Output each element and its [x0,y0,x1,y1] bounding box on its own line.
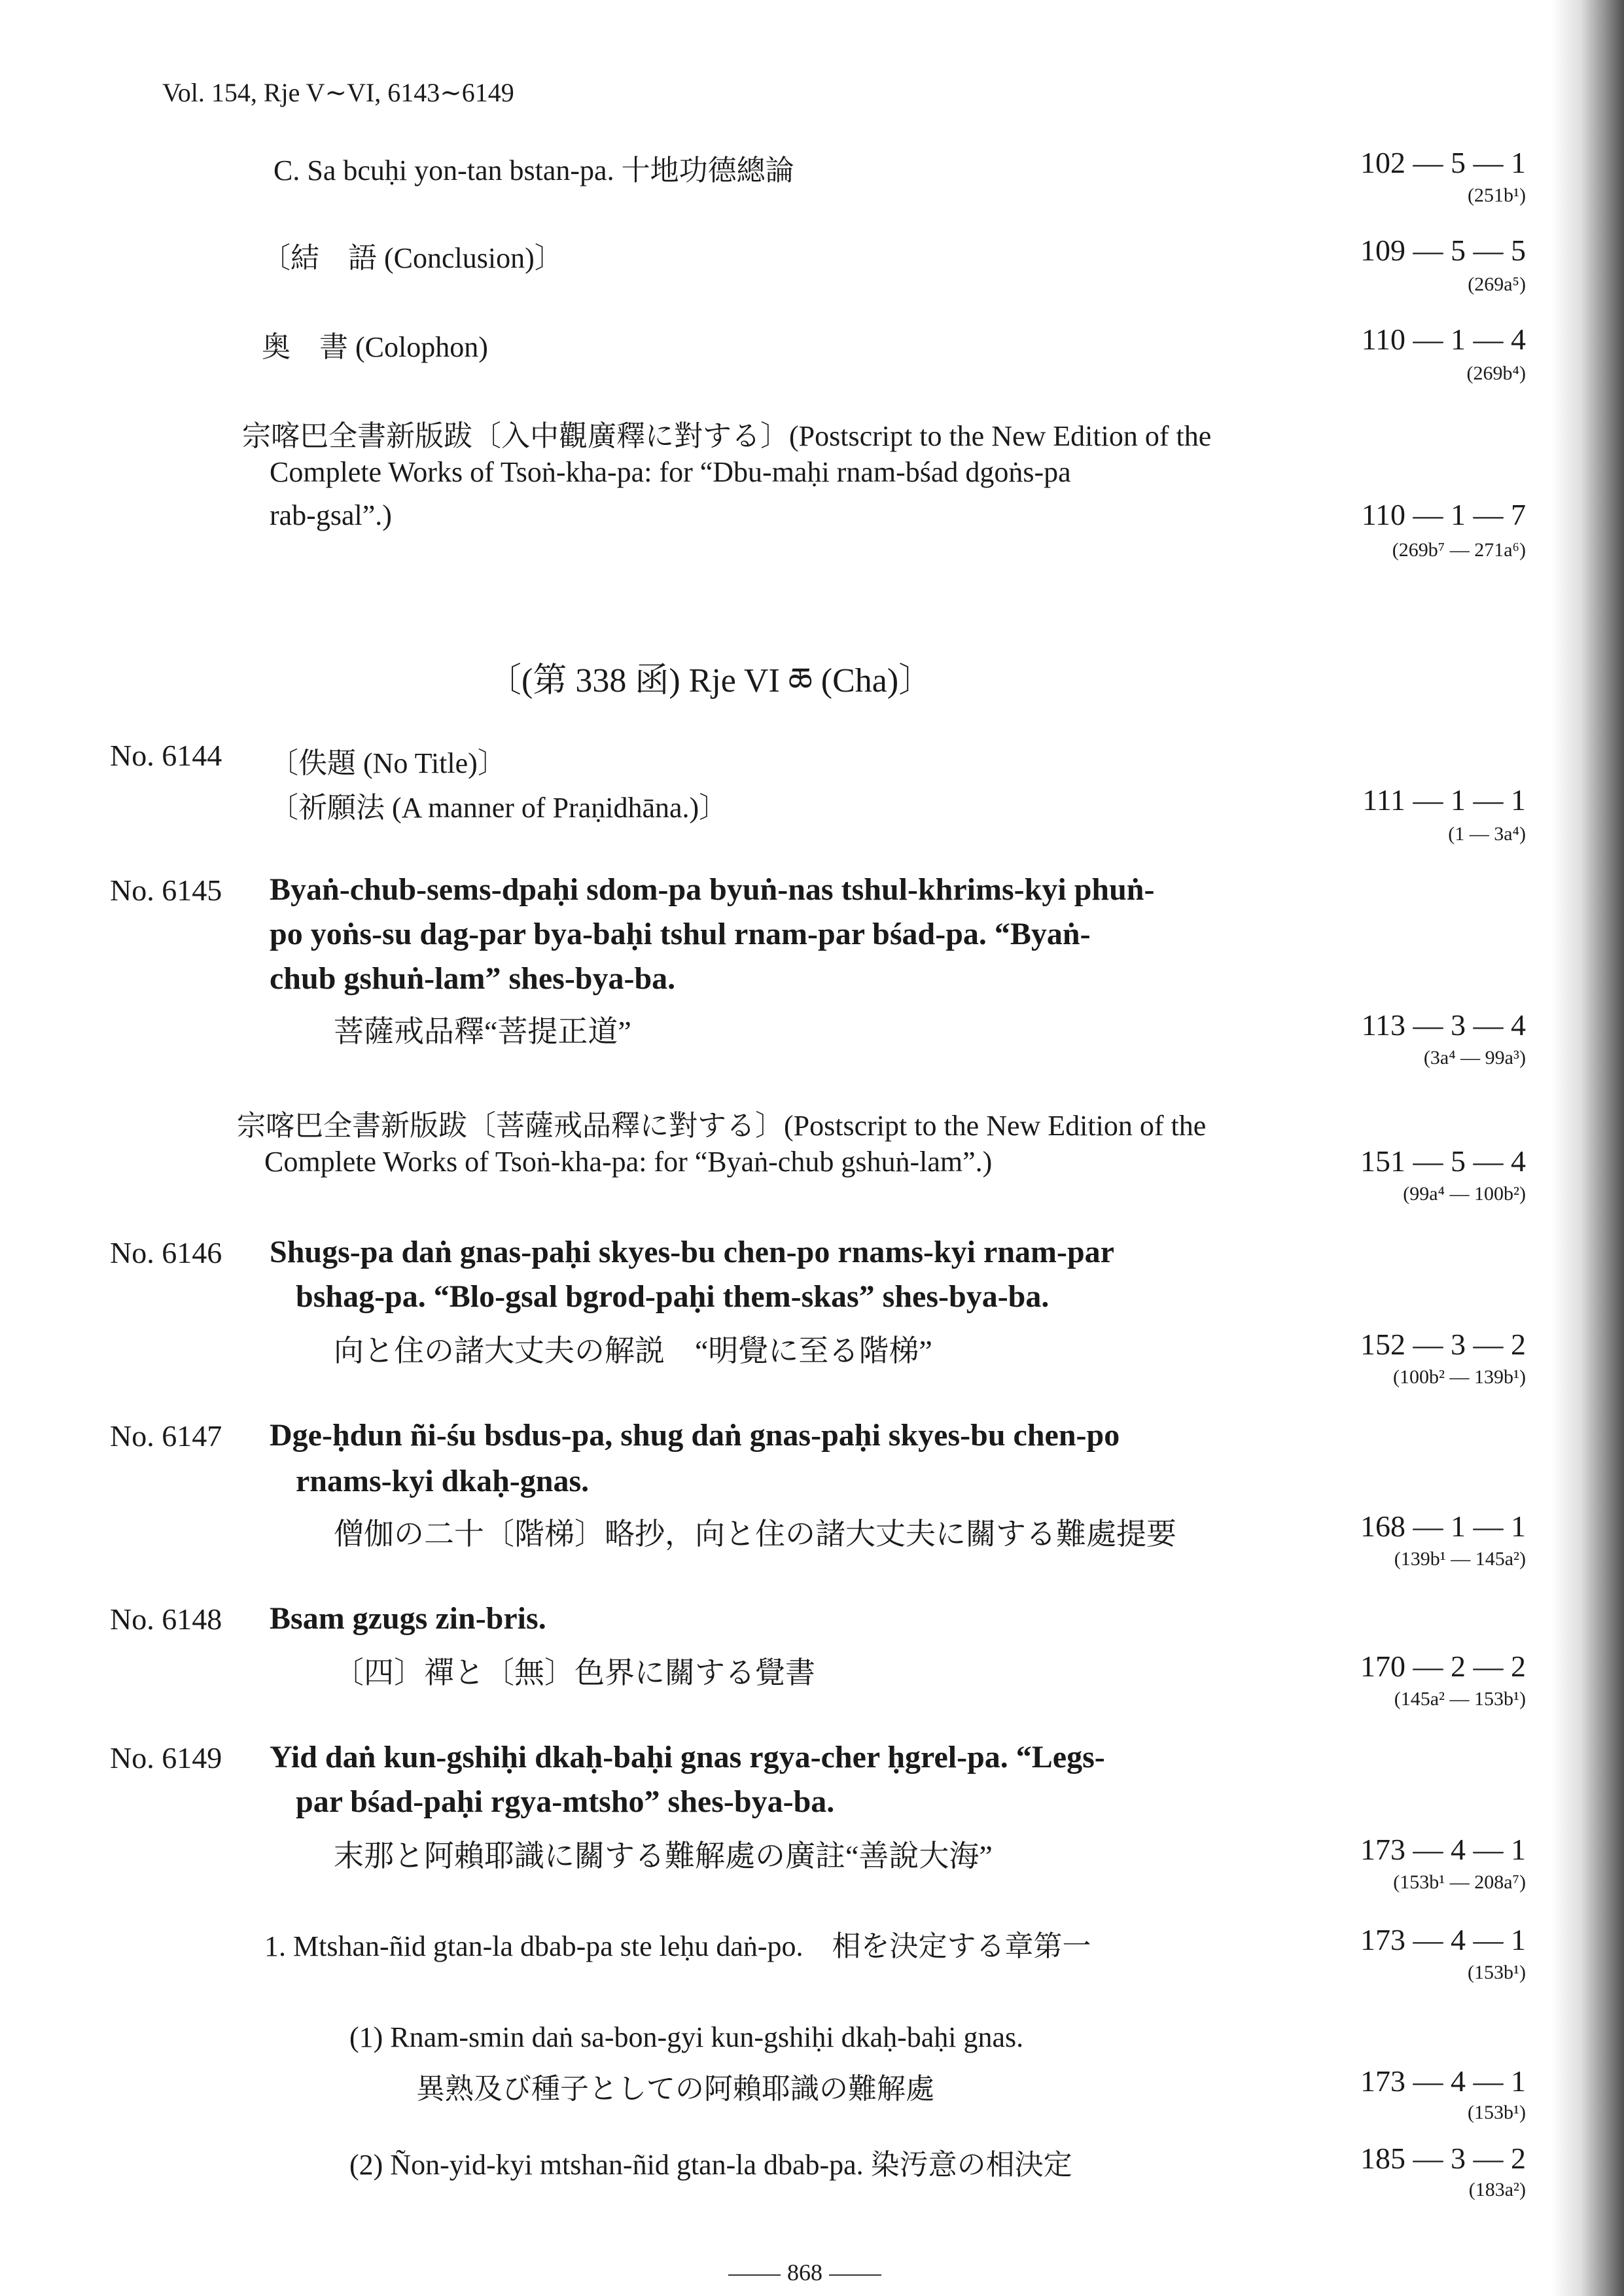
postscript2-line1: 宗喀巴全書新版跋〔菩薩戒品釋に對する〕(Postscript to the New Edition of the [237,1110,1207,1142]
entry-number: No. 6144 [110,739,222,772]
entry-6146-sub: (100b² — 139b¹) [1393,1366,1526,1388]
postscript1-ref: 110 — 1 — 7 [1361,498,1526,531]
entry-6144-ref: 111 — 1 — 1 [1362,783,1526,817]
subsection-1-1-ref: 173 — 4 — 1 [1360,2064,1526,2098]
postscript2-ref: 151 — 5 — 4 [1360,1144,1526,1178]
colophon-title: 奥 書 (Colophon) [262,331,488,363]
entry-number: No. 6149 [110,1741,222,1775]
entry-6147-japanese: 僧伽の二十〔階梯〕略抄，向と住の諸大丈夫に關する難處提要 [334,1517,1176,1551]
subsection-1-1-line2: 異熟及び種子としての阿賴耶識の難解處 [416,2073,934,2105]
entry-6146-line1: Shugs-pa daṅ gnas-paḥi skyes-bu chen-po rnams-kyi rnam-par [270,1235,1114,1269]
postscript2-line2: Complete Works of Tsoṅ-kha-pa: for “Byaṅ-chub gshuṅ-lam”.) [264,1146,993,1178]
entry-number: No. 6147 [110,1419,222,1453]
postscript1-line2: Complete Works of Tsoṅ-kha-pa: for “Dbu-maḥi rnam-bśad dgoṅs-pa [270,456,1071,488]
postscript1-line3: rab-gsal”.) [270,499,392,531]
entry-c-ref: 102 — 5 — 1 [1360,146,1526,179]
entry-c-sub: (251b¹) [1468,185,1526,206]
entry-6148-line1: Bsam gzugs zin-bris. [270,1601,546,1636]
entry-number: No. 6145 [110,874,222,907]
entry-6146-ref: 152 — 3 — 2 [1360,1328,1526,1361]
entry-6144-sub: (1 — 3a⁴) [1448,823,1526,845]
subsection-1-2-ref: 185 — 3 — 2 [1360,2142,1526,2175]
subsection-1-sub: (153b¹) [1468,1962,1526,1983]
entry-6147-ref: 168 — 1 — 1 [1360,1510,1526,1543]
entry-c-title: C. Sa bcuḥi yon-tan bstan-pa. 十地功德總論 [274,154,794,186]
subsection-1-2-title: (2) Ñon-yid-kyi mtshan-ñid gtan-la dbab-pa. 染汚意の相決定 [349,2149,1072,2181]
entry-6149-line1: Yid daṅ kun-gshiḥi dkaḥ-baḥi gnas rgya-cher ḥgrel-pa. “Legs- [270,1740,1105,1775]
running-header: Vol. 154, Rje V∼VI, 6143∼6149 [162,78,514,107]
subsection-1-2-sub: (183a²) [1468,2179,1526,2200]
entry-6145-japanese: 菩薩戒品釋“菩提正道” [334,1015,631,1048]
page-number-text: 868 [787,2259,822,2286]
page-number [707,2259,903,2286]
section-heading: 〔(第 338 函) Rje VI ཆ (Cha)〕 [487,662,933,699]
subsection-1-ref: 173 — 4 — 1 [1360,1923,1526,1956]
entry-6147-sub: (139b¹ — 145a²) [1394,1548,1526,1570]
entry-6147-line2: rnams-kyi dkaḥ-gnas. [296,1464,590,1498]
entry-6149-ref: 173 — 4 — 1 [1360,1833,1526,1866]
conclusion-title: 〔結 語 (Conclusion)〕 [262,242,563,274]
postscript1-sub: (269b⁷ — 271a⁶) [1392,539,1526,561]
entry-number: No. 6146 [110,1236,222,1269]
entry-6145-line1: Byaṅ-chub-sems-dpaḥi sdom-pa byuṅ-nas tshul-khrims-kyi phuṅ- [270,872,1155,907]
colophon-ref: 110 — 1 — 4 [1361,323,1526,356]
entry-6147-line1: Dge-ḥdun ñi-śu bsdus-pa, shug daṅ gnas-paḥi skyes-bu chen-po [270,1418,1120,1453]
entry-6149-line2: par bśad-paḥi rgya-mtsho” shes-bya-ba. [296,1784,835,1819]
entry-6144-line2: 〔祈願法 (A manner of Praṇidhāna.)〕 [270,792,728,824]
postscript1-line1: 宗喀巴全書新版跋〔入中觀廣釋に對する〕(Postscript to the New Edition of the [242,420,1212,452]
entry-6145-line2: po yoṅs-su dag-par bya-baḥi tshul rnam-par bśad-pa. “Byaṅ- [270,917,1091,951]
entry-6146-line2: bshag-pa. “Blo-gsal bgrod-paḥi them-skas” shes-bya-ba. [296,1279,1050,1314]
entry-6148-ref: 170 — 2 — 2 [1360,1650,1526,1683]
subsection-1-title: 1. Mtshan-ñid gtan-la dbab-pa ste leḥu daṅ-po. 相を決定する章第一 [264,1930,1091,1962]
colophon-sub: (269b⁴) [1466,362,1526,384]
entry-6148-japanese: 〔四〕禪と〔無〕色界に關する覺書 [334,1656,815,1689]
subsection-1-1-sub: (153b¹) [1468,2102,1526,2123]
postscript2-sub: (99a⁴ — 100b²) [1403,1183,1526,1205]
entry-6149-sub: (153b¹ — 208a⁷) [1393,1871,1526,1893]
entry-6144-line1: 〔佚題 (No Title)〕 [270,747,506,779]
entry-6145-sub: (3a⁴ — 99a³) [1423,1047,1526,1069]
page-number-dash-left [728,2274,781,2276]
entry-6149-japanese: 末那と阿賴耶識に關する難解處の廣註“善說大海” [334,1839,993,1873]
entry-number: No. 6148 [110,1602,222,1636]
entry-6146-japanese: 向と住の諸大丈夫の解説 “明覺に至る階梯” [334,1334,932,1368]
scan-edge-shadow [1552,0,1624,2296]
page-number-dash-right [829,2274,881,2276]
entry-6145-ref: 113 — 3 — 4 [1361,1008,1526,1042]
conclusion-sub: (269a⁵) [1468,274,1526,295]
entry-6148-sub: (145a² — 153b¹) [1394,1688,1526,1710]
conclusion-ref: 109 — 5 — 5 [1360,234,1526,267]
entry-6145-line3: chub gshuṅ-lam” shes-bya-ba. [270,961,676,996]
subsection-1-1-line1: (1) Rnam-smin daṅ sa-bon-gyi kun-gshiḥi dkaḥ-baḥi gnas. [349,2021,1024,2053]
